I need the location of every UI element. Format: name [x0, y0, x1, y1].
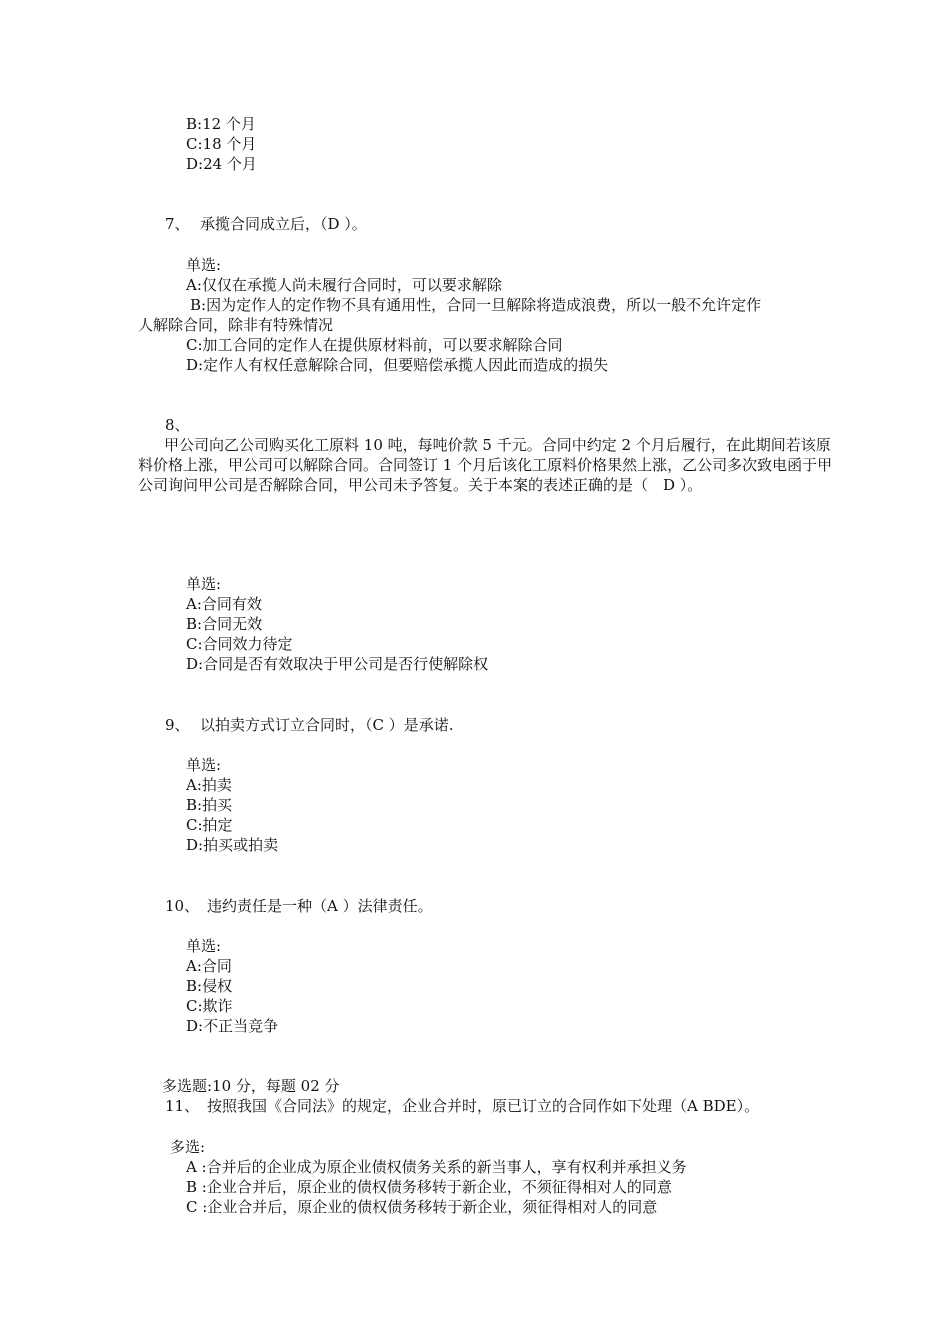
- question-8-option-a: A:合同有效: [186, 595, 262, 613]
- question-7-type: 单选:: [186, 256, 222, 274]
- question-10-option-a: A:合同: [186, 957, 232, 975]
- question-11-option-b: B :企业合并后，原企业的债权债务移转于新企业，不须征得相对人的同意: [186, 1178, 672, 1196]
- question-9-option-c: C:拍定: [186, 816, 233, 834]
- question-9-option-d: D:拍买或拍卖: [186, 836, 279, 854]
- option-d: D:24 个月: [186, 155, 257, 173]
- question-9-number: 9、: [165, 716, 190, 734]
- question-7-option-b-cont: 人解除合同，除非有特殊情况: [138, 316, 334, 334]
- question-8-stem: 甲公司向乙公司购买化工原料 10 吨，每吨价款 5 千元。合同中约定 2 个月后履行，在此期间若该原料价格上涨，甲公司可以解除合同。合同签订 1 个月后该化工原料价格果然上涨，乙公司多次致电函于甲公司询问甲公司是否解除合同，甲公司未予答复。关于本案的表述正确的是（ D ）。: [138, 436, 833, 494]
- question-11-option-c: C :企业合并后，原企业的债权债务移转于新企业，须征得相对人的同意: [186, 1198, 658, 1216]
- question-10-option-c: C:欺诈: [186, 997, 233, 1015]
- question-9-option-a: A:拍卖: [186, 776, 232, 794]
- question-10-type: 单选:: [186, 937, 222, 955]
- section-header-multi: 多选题:10 分，每题 02 分: [162, 1077, 340, 1095]
- question-9-stem: 以拍卖方式订立合同时，（C ）是承诺.: [200, 716, 454, 734]
- question-8-number: 8、: [165, 416, 190, 434]
- question-8-option-c: C:合同效力待定: [186, 635, 293, 653]
- question-7-number: 7、: [165, 215, 190, 233]
- question-7-option-b: B:因为定作人的定作物不具有通用性，合同一旦解除将造成浪费，所以一般不允许定作: [190, 296, 762, 314]
- question-7-option-d: D:定作人有权任意解除合同，但要赔偿承揽人因此而造成的损失: [186, 356, 609, 374]
- question-8-type: 单选:: [186, 575, 222, 593]
- question-11-number: 11、: [165, 1097, 200, 1115]
- question-9-option-b: B:拍买: [186, 796, 233, 814]
- question-7-option-a: A:仅仅在承揽人尚未履行合同时，可以要求解除: [186, 276, 502, 294]
- question-10-option-b: B:侵权: [186, 977, 233, 995]
- question-10-option-d: D:不正当竞争: [186, 1017, 279, 1035]
- question-8-option-d: D:合同是否有效取决于甲公司是否行使解除权: [186, 655, 489, 673]
- question-11-type: 多选:: [170, 1138, 206, 1156]
- question-7-option-c: C:加工合同的定作人在提供原材料前，可以要求解除合同: [186, 336, 563, 354]
- question-7-stem: 承揽合同成立后，（D ）。: [200, 215, 367, 233]
- question-9-type: 单选:: [186, 756, 222, 774]
- question-10-number: 10、: [165, 897, 200, 915]
- question-11-stem: 按照我国《合同法》的规定，企业合并时，原已订立的合同作如下处理（A BDE）。: [207, 1097, 760, 1115]
- question-11-option-a: A :合并后的企业成为原企业债权债务关系的新当事人，享有权利并承担义务: [186, 1158, 687, 1176]
- question-10-stem: 违约责任是一种（A ）法律责任。: [207, 897, 433, 915]
- option-b: B:12 个月: [186, 115, 256, 133]
- option-c: C:18 个月: [186, 135, 257, 153]
- question-8-option-b: B:合同无效: [186, 615, 263, 633]
